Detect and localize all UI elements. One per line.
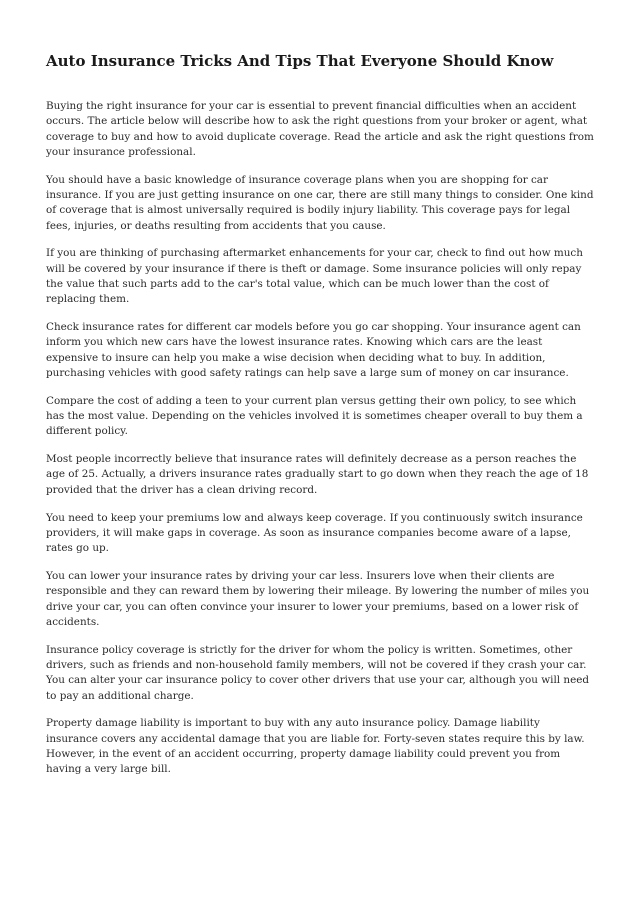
paragraph-3: If you are thinking of purchasing aftermarket enhancements for your car, check to find out how much will be covered by your insurance if there is theft or damage. Some insurance policies will only repay the value that such parts add to the car's total value, which can be much lower than the cost of replacing them.: [46, 247, 583, 306]
page-title: Auto Insurance Tricks And Tips That Everyone Should Know: [46, 52, 554, 70]
paragraph-7: You need to keep your premiums low and always keep coverage. If you continuously switch insurance providers, it will make gaps in coverage. As soon as insurance companies become aware of a lapse, rates go up.: [46, 511, 583, 555]
article-body: [46, 99, 594, 790]
paragraph-10: Property damage liability is important to buy with any auto insurance policy. Damage liability insurance covers any accidental damage that you are liable for. Forty-seven states require this by law. However, in the event of an accident occurring, property damage liability could prevent you from having a very large bill.: [46, 717, 585, 776]
paragraph-2: You should have a basic knowledge of insurance coverage plans when you are shopping for car insurance. If you are just getting insurance on one car, there are still many things to consider. One kind of coverage that is almost universally required is bodily injury liability. This coverage pays for legal fees, injuries, or deaths resulting from accidents that you cause.: [46, 173, 594, 232]
paragraph-5: Compare the cost of adding a teen to your current plan versus getting their own policy, to see which has the most value. Depending on the vehicles involved it is sometimes cheaper overall to buy them a different policy.: [46, 394, 583, 438]
paragraph-9: Insurance policy coverage is strictly for the driver for whom the policy is written. Sometimes, other drivers, such as friends and non-household family members, will not be covered if they crash your car. You can alter your car insurance policy to cover other drivers that use your car, although you will need to pay an additional charge.: [46, 643, 590, 702]
paragraph-6: Most people incorrectly believe that insurance rates will definitely decrease as a person reaches the age of 25. Actually, a drivers insurance rates gradually start to go down when they reach the age of 18 provided that the driver has a clean driving record.: [46, 453, 589, 496]
paragraph-8: You can lower your insurance rates by driving your car less. Insurers love when their clients are responsible and they can reward them by lowering their mileage. By lowering the number of miles you drive your car, you can often convince your insurer to lower your premiums, based on a lower risk of accidents.: [46, 569, 590, 628]
paragraph-1: Buying the right insurance for your car is essential to prevent financial difficulties when an accident occurs. The article below will describe how to ask the right questions from your broker or agent, what coverage to buy and how to avoid duplicate coverage. Read the article and ask the right questions from your insurance professional.: [46, 100, 594, 158]
paragraph-4: Check insurance rates for different car models before you go car shopping. Your insurance agent can inform you which new cars have the lowest insurance rates. Knowing which cars are the least expensive to insure can help you make a wise decision when deciding what to buy. In addition, purchasing vehicles with good safety ratings can help save a large sum of money on car insurance.: [46, 321, 581, 379]
